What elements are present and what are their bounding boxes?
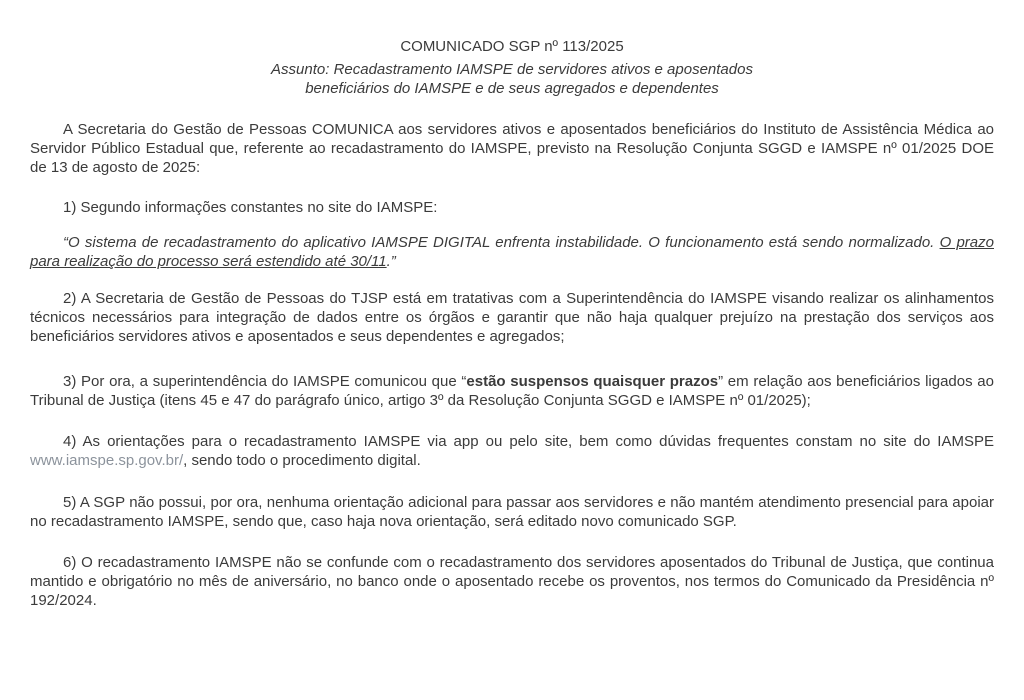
iamspe-site-link[interactable]: www.iamspe.sp.gov.br/ [30, 452, 184, 469]
quote-underlined-text: O prazo para realização do processo será estendido até 30/11 [30, 234, 994, 270]
item-1-paragraph: 1) Segundo informações constantes no site do IAMSPE: [63, 199, 438, 216]
quote-suffix: .” [386, 253, 396, 270]
item-4-paragraph [30, 432, 994, 470]
item-2-paragraph: 2) A Secretaria de Gestão de Pessoas do TJSP está em tratativas com a Superintendência do IAMSPE visando realizar os alinhamentos técnicos necessários para integração de dados entre os órgãos e garantir que não haja qualquer prejuízo na prestação dos serviços aos beneficiários servidores ativos e aposentados e seus dependentes e agregados; [30, 290, 994, 345]
document-header [30, 37, 994, 98]
document-subject-line1: Assunto: Recadastramento IAMSPE de servidores ativos e aposentados [271, 61, 753, 78]
quote-prefix: “O sistema de recadastramento do aplicativo IAMSPE DIGITAL enfrenta instabilidade. O funcionamento está sendo normalizado. [63, 234, 940, 251]
item-3-prefix: 3) Por ora, a superintendência do IAMSPE comunicou que “ [63, 373, 467, 390]
item-3-paragraph [30, 372, 994, 410]
quote-paragraph [30, 233, 994, 271]
document-subject-line2: beneficiários do IAMSPE e de seus agregados e dependentes [305, 80, 719, 97]
item-6-paragraph: 6) O recadastramento IAMSPE não se confunde com o recadastramento dos servidores aposentados do Tribunal de Justiça, que continua mantido e obrigatório no mês de aniversário, no banco onde o aposentado recebe os proventos, nos termos do Comunicado da Presidência nº 192/2024. [30, 554, 994, 609]
item-3-bold-text: estão suspensos quaisquer prazos [466, 373, 719, 390]
item-5-paragraph: 5) A SGP não possui, por ora, nenhuma orientação adicional para passar aos servidores e não mantém atendimento presencial para apoiar no recadastramento IAMSPE, sendo que, caso haja nova orientação, será editado novo comunicado SGP. [30, 494, 994, 530]
item-4-suffix: , sendo todo o procedimento digital. [183, 452, 421, 469]
document-title: COMUNICADO SGP nº 113/2025 [400, 38, 624, 55]
item-3-suffix: ” em relação aos beneficiários ligados ao Tribunal de Justiça (itens 45 e 47 do parágrafo único, artigo 3º da Resolução Conjunta SGGD e IAMSPE nº 01/2025); [30, 373, 994, 409]
item-4-prefix: 4) As orientações para o recadastramento IAMSPE via app ou pelo site, bem como dúvidas frequentes constam no site do IAMSPE [63, 433, 994, 450]
intro-paragraph: A Secretaria do Gestão de Pessoas COMUNICA aos servidores ativos e aposentados beneficiários do Instituto de Assistência Médica ao Servidor Público Estadual que, referente ao recadastramento do IAMSPE, previsto na Resolução Conjunta SGGD e IAMSPE nº 01/2025 DOE de 13 de agosto de 2025: [30, 121, 994, 176]
